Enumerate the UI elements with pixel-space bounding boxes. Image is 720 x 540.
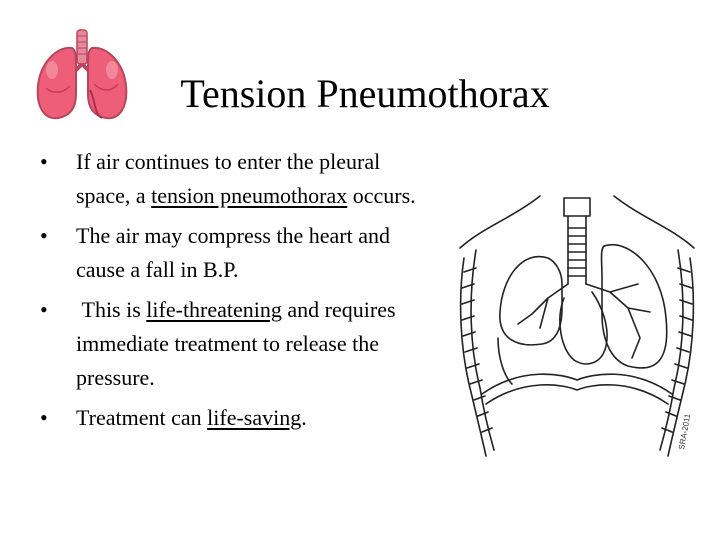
bullet-marker: • — [40, 149, 48, 174]
bullet-text-end: and requires immediate treatment to release the pressure. — [76, 297, 396, 390]
bullet-text-end: . — [301, 405, 307, 430]
bullet-text: The air may compress the heart and cause a fall in B.P. — [76, 223, 390, 282]
bullet-item — [38, 293, 438, 395]
bullet-marker: • — [40, 297, 48, 322]
chest-lungs-diagram-icon — [452, 188, 702, 466]
bullet-item — [38, 219, 438, 287]
bullet-text: This is — [76, 297, 147, 322]
bullet-item — [38, 145, 438, 213]
slide-title: Tension Pneumothorax — [180, 71, 550, 116]
lungs-icon — [32, 28, 132, 124]
bullet-marker: • — [40, 223, 48, 248]
bullet-text-end: occurs. — [347, 183, 416, 208]
bullet-item — [38, 401, 438, 435]
underlined-term: life-saving — [207, 405, 302, 430]
bullet-marker: • — [40, 405, 48, 430]
bullet-list — [38, 145, 438, 441]
underlined-term: life-threatening — [146, 297, 282, 322]
bullet-text: Treatment can — [76, 405, 208, 430]
diagram-signature: SRA-2011 — [677, 413, 693, 451]
underlined-term: tension pneumothorax — [151, 183, 348, 208]
bullet-text: If air continues to enter the pleural space, a — [76, 149, 381, 208]
